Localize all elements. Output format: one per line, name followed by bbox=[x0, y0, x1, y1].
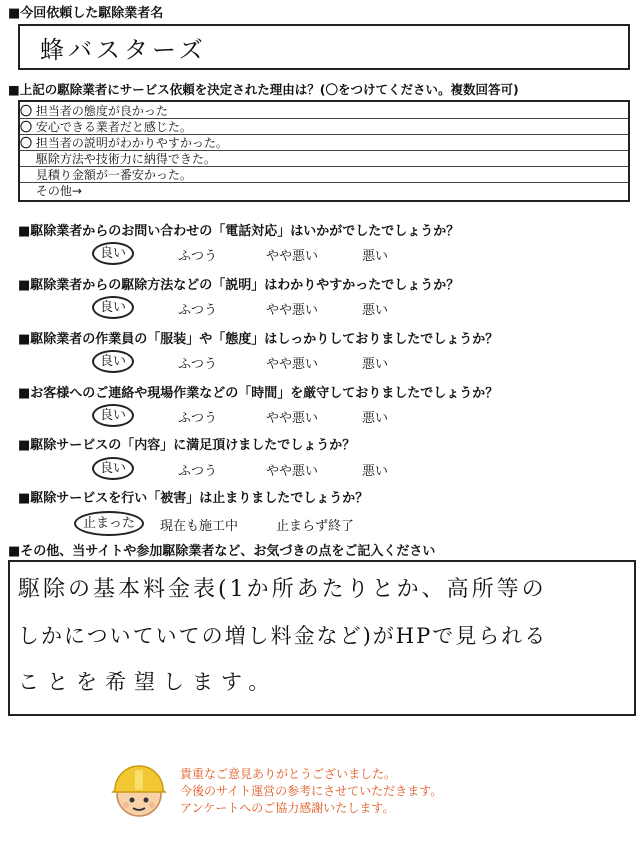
vendor-heading: ■今回依頼した駆除業者名 bbox=[8, 6, 164, 21]
option: 現在も施工中 bbox=[160, 519, 239, 534]
reason-label: 担当者の態度が良かった bbox=[35, 104, 168, 118]
footer-line: 今後のサイト運営の参考にさせていただきます。 bbox=[180, 784, 443, 798]
option: やや悪い bbox=[266, 464, 319, 479]
option: 悪い bbox=[362, 249, 389, 264]
question-heading: ■駆除業者の作業員の「服装」や「態度」はしっかりしておりましたでしょうか？ bbox=[18, 332, 499, 347]
reason-marker: 〇 bbox=[20, 120, 33, 134]
reason-item bbox=[20, 182, 628, 198]
vendor-name-box bbox=[18, 24, 630, 70]
question-heading: ■駆除業者からの駆除方法などの「説明」はわかりやすかったでしょうか？ bbox=[18, 278, 460, 293]
option: ふつう bbox=[178, 411, 218, 426]
reason-item bbox=[20, 102, 628, 119]
option-selected: 良い bbox=[92, 350, 134, 369]
option: やや悪い bbox=[266, 303, 319, 318]
option: 止まらず終了 bbox=[276, 519, 355, 534]
reason-marker: 〇 bbox=[20, 136, 33, 150]
reason-item bbox=[20, 150, 628, 167]
vendor-name: 蜂バスターズ bbox=[40, 36, 207, 64]
question-heading: ■駆除サービスの「内容」に満足頂けましたでしょうか？ bbox=[18, 438, 356, 453]
comment-line: ことを希望します。 bbox=[18, 670, 278, 694]
reason-item bbox=[20, 134, 628, 151]
option-selected: 良い bbox=[92, 457, 134, 476]
option: 悪い bbox=[362, 411, 389, 426]
option-selected: 止まった bbox=[74, 512, 144, 531]
reason-item bbox=[20, 118, 628, 135]
option: 悪い bbox=[362, 464, 389, 479]
option: ふつう bbox=[178, 357, 218, 372]
question-heading: ■駆除業者からのお問い合わせの「電話対応」はいかがでしたでしょうか？ bbox=[18, 224, 460, 239]
comment-line: しかについていての増し料金など)がHPで見られる bbox=[18, 624, 548, 648]
option-selected: 良い bbox=[92, 242, 134, 261]
reason-label: 安心できる業者だと感じた。 bbox=[35, 120, 192, 134]
option: 悪い bbox=[362, 303, 389, 318]
footer-message bbox=[180, 766, 442, 817]
option: やや悪い bbox=[266, 357, 319, 372]
option: やや悪い bbox=[266, 411, 319, 426]
reason-label: その他→ bbox=[35, 184, 82, 198]
reason-label: 見積り金額が一番安かった。 bbox=[35, 168, 192, 182]
option-selected: 良い bbox=[92, 404, 134, 423]
comment-heading: ■その他、当サイトや参加駆除業者など、お気づきの点をご記入ください bbox=[8, 544, 436, 559]
reason-label: 担当者の説明がわかりやすかった。 bbox=[35, 136, 228, 150]
reason-item bbox=[20, 166, 628, 183]
option: やや悪い bbox=[266, 249, 319, 264]
comment-line: 駆除の基本料金表(1か所あたりとか、高所等の bbox=[18, 577, 547, 602]
reason-list bbox=[18, 100, 630, 202]
comment-box bbox=[8, 560, 636, 716]
option: ふつう bbox=[178, 249, 218, 264]
footer-line: アンケートへのご協力感謝いたします。 bbox=[180, 801, 395, 815]
question-heading: ■駆除サービスを行い「被害」は止まりましたでしょうか？ bbox=[18, 491, 369, 506]
option-selected: 良い bbox=[92, 296, 134, 315]
reason-label: 駆除方法や技術力に納得できた。 bbox=[35, 152, 216, 166]
option: ふつう bbox=[178, 464, 218, 479]
footer-line: 貴重なご意見ありがとうございました。 bbox=[180, 767, 397, 781]
reason-heading: ■上記の駆除業者にサービス依頼を決定された理由は？(〇をつけてください。複数回答可) bbox=[8, 82, 519, 97]
option: 悪い bbox=[362, 357, 389, 372]
reason-marker: 〇 bbox=[20, 104, 33, 118]
question-heading: ■お客様へのご連絡や現場作業などの「時間」を厳守しておりましたでしょうか？ bbox=[18, 386, 499, 401]
mascot-icon bbox=[108, 758, 170, 820]
option: ふつう bbox=[178, 303, 218, 318]
